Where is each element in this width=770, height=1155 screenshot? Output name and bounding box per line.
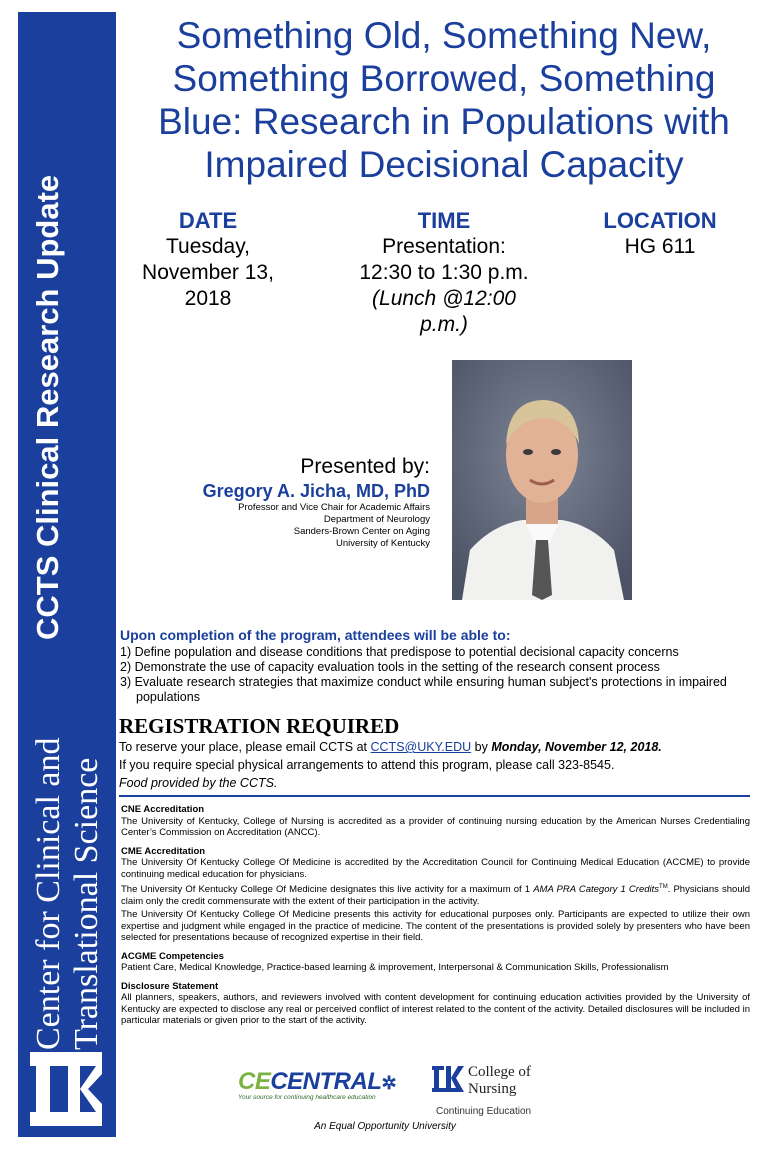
date-heading: DATE xyxy=(178,208,238,233)
sidebar-institution-line2: Translational Science xyxy=(68,757,105,1050)
nursing-subtitle: Continuing Education xyxy=(436,1106,532,1117)
presented-by-label: Presented by: xyxy=(300,455,430,478)
cecentral-wordmark xyxy=(238,1068,428,1096)
uk-mark-icon xyxy=(432,1066,464,1094)
registration-section xyxy=(119,714,759,792)
registration-line xyxy=(119,738,759,756)
email-link[interactable]: CCTS@UKY.EDU xyxy=(370,740,472,754)
star-icon: ✲ xyxy=(381,1073,397,1093)
presenter-detail: University of Kentucky xyxy=(336,538,430,549)
location-heading: LOCATION xyxy=(603,208,717,233)
date-block xyxy=(124,208,292,312)
cme-text: The University Of Kentucky College Of Medicine is accredited by the Accreditation Council for Continuing Medical Education (ACCME) to provide continuing medical education for physicians. xyxy=(121,857,750,880)
presenter-detail: Sanders-Brown Center on Aging xyxy=(293,526,430,537)
disclosure-text: All planners, speakers, authors, and reviewers involved with content development for continuing education activities provided by the University of Kentucky are expected to disclose any real or perceived conflict of interest related to the content of the activity. Detailed disclosures will be included in particular materials or given prior to the start of the activity. xyxy=(121,992,750,1027)
acgme-text: Patient Care, Medical Knowledge, Practice-based learning & improvement, Interpersonal & Communication Skills, Professionalism xyxy=(121,962,669,974)
time-heading: TIME xyxy=(417,208,471,233)
registration-text: To reserve your place, please email CCTS at xyxy=(119,740,371,754)
cme-block xyxy=(121,846,750,944)
objective-item: 3) Evaluate research strategies that maximize conduct while ensuring human subject's protections in impaired populations xyxy=(120,675,727,704)
presenter-block xyxy=(130,455,430,550)
cme-heading: CME Accreditation xyxy=(121,845,206,857)
presenter-photo xyxy=(452,360,632,600)
cne-heading: CNE Accreditation xyxy=(121,804,205,815)
time-block xyxy=(330,208,558,338)
objectives-heading: Upon completion of the program, attendees will be able to: xyxy=(120,627,511,643)
nursing-line: College of xyxy=(468,1064,531,1080)
objectives-section xyxy=(120,628,750,705)
accreditation-section xyxy=(121,804,750,1034)
title-line: Impaired Decisional Capacity xyxy=(204,144,684,185)
lunch-line: p.m.) xyxy=(420,313,468,336)
nursing-name xyxy=(468,1064,531,1098)
date-line: November 13, xyxy=(142,261,274,284)
title-line: Blue: Research in Populations with xyxy=(158,101,730,142)
cme-text-part: The University Of Kentucky College Of Medicine designates this live activity for a maximum of 1 xyxy=(121,884,534,896)
central-part: CENTRAL xyxy=(270,1068,382,1095)
objective-item: 2) Demonstrate the use of capacity evaluation tools in the setting of the research consent process xyxy=(120,660,660,674)
section-divider xyxy=(119,795,750,797)
cecentral-logo xyxy=(238,1068,428,1108)
sidebar-institution-line1: Center for Clinical and xyxy=(30,737,67,1050)
time-line: Presentation: xyxy=(382,235,506,258)
registration-heading: REGISTRATION REQUIRED xyxy=(119,714,400,738)
disclosure-block xyxy=(121,981,750,1027)
nursing-line: Nursing xyxy=(468,1081,517,1097)
presenter-name: Gregory A. Jicha, MD, PhD xyxy=(202,481,430,501)
food-line: Food provided by the CCTS. xyxy=(119,776,278,790)
cme-text: The University Of Kentucky College Of Medicine presents this activity for educational purposes only. Participants are expected to utilize their own expertise and judgment while engaged in the practice of medicine. The content of the presentations is provided solely by presenters who have been selected for presentations because of recognized expertise in their field. xyxy=(121,909,750,944)
registration-text: by xyxy=(471,740,492,754)
credit-name: AMA PRA Category 1 Credits xyxy=(533,884,660,896)
event-title xyxy=(124,14,764,186)
cne-text: The University of Kentucky, College of Nursing is accredited as a provider of continuing nursing education by the American Nurses Credentialing Center’s Commission on Accreditation (ANCC). xyxy=(121,815,750,838)
location-block xyxy=(580,208,740,260)
title-line: Something Borrowed, Something xyxy=(172,58,716,99)
title-line: Something Old, Something New, xyxy=(176,15,712,56)
nursing-logo xyxy=(432,1064,552,1120)
objective-item: 1) Define population and disease conditions that predispose to potential decisional capacity concerns xyxy=(120,645,679,659)
cecentral-tagline: Your source for continuing healthcare education xyxy=(238,1094,376,1101)
location-value: HG 611 xyxy=(624,235,696,258)
presenter-detail: Professor and Vice Chair for Academic Affairs xyxy=(238,502,430,513)
cne-block xyxy=(121,804,750,839)
disclosure-heading: Disclosure Statement xyxy=(121,980,219,992)
date-line: Tuesday, xyxy=(165,235,251,258)
cme-text xyxy=(121,882,750,907)
ce-part: CE xyxy=(238,1068,271,1095)
presenter-detail: Department of Neurology xyxy=(323,514,430,525)
acgme-block xyxy=(121,951,750,974)
lunch-line: (Lunch @12:00 xyxy=(372,287,516,310)
date-line: 2018 xyxy=(184,287,232,310)
accommodation-line: If you require special physical arrangements to attend this program, please call 323-8545. xyxy=(119,758,615,772)
equal-opportunity-text: An Equal Opportunity University xyxy=(314,1121,456,1132)
time-line: 12:30 to 1:30 p.m. xyxy=(359,261,529,284)
acgme-heading: ACGME Competencies xyxy=(121,950,224,962)
cme-text-part: . Physicians should claim only the credit commensurate with the extent of their participation in the activity. xyxy=(121,884,750,907)
trademark: TM xyxy=(659,884,668,890)
registration-deadline: Monday, November 12, 2018. xyxy=(491,740,662,754)
uk-logo-icon xyxy=(30,1052,102,1126)
sidebar-title: CCTS Clinical Research Update xyxy=(30,174,65,640)
